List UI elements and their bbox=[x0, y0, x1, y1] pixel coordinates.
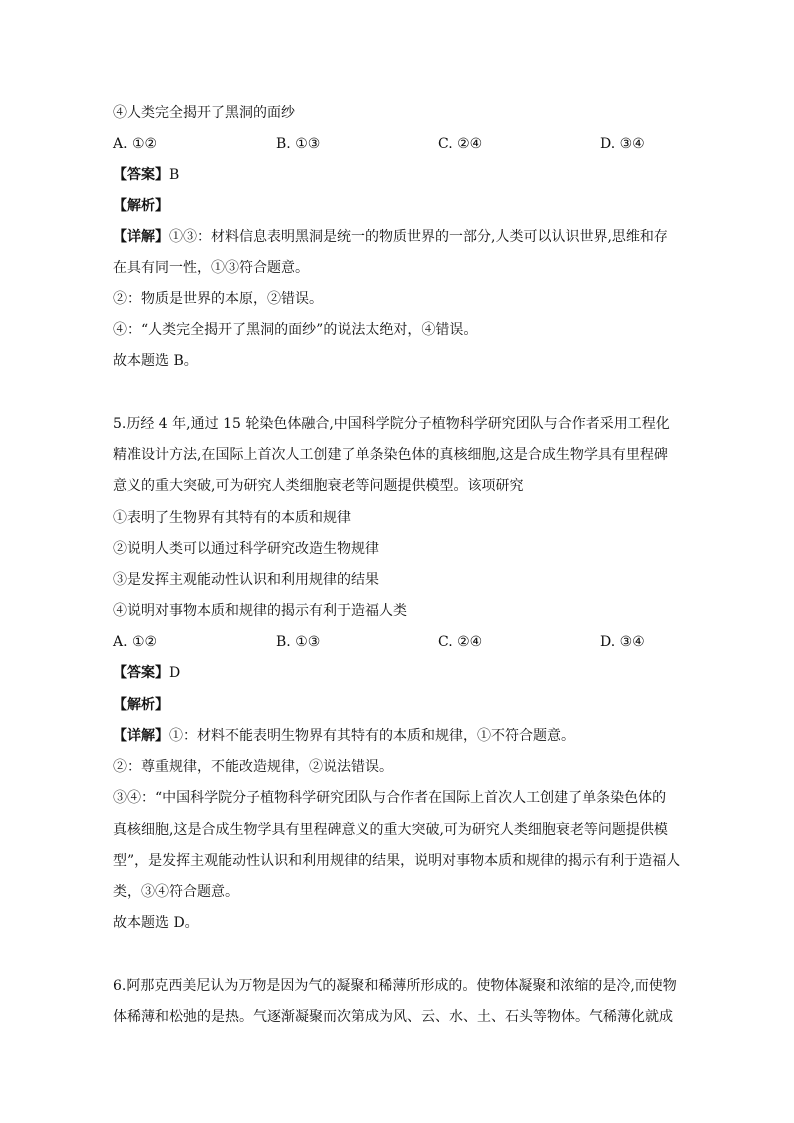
q5-stem-line-3: 意义的重大突破,可为研究人类细胞衰老等问题提供模型。该项研究 bbox=[113, 478, 524, 494]
q5-answer bbox=[113, 663, 693, 683]
q4-answer bbox=[113, 165, 693, 185]
q5-analysis-label: 【解析】 bbox=[113, 697, 169, 713]
q4-detail-line-4: ④：“人类完全揭开了黑洞的面纱”的说法太绝对，④错误。 bbox=[113, 322, 478, 338]
q4-detail-line-3: ②：物质是世界的本原，②错误。 bbox=[113, 291, 323, 307]
q5-item-3: ③是发挥主观能动性认识和利用规律的结果 bbox=[113, 572, 379, 588]
q4-detail-line-1 bbox=[113, 227, 693, 247]
q6-stem-line-1: 6.阿那克西美尼认为万物是因为气的凝聚和稀薄所形成的。使物体凝聚和浓缩的是冷,而使物 bbox=[113, 978, 677, 994]
q5-detail-line-4: 真核细胞,这是合成生物学具有里程碑意义的重大突破,可为研究人类细胞衰老等问题提供模 bbox=[113, 822, 668, 838]
q5-detail-label: 【详解】 bbox=[113, 728, 169, 744]
q4-option-c: C. ②④ bbox=[438, 136, 483, 152]
q4-analysis-label: 【解析】 bbox=[113, 198, 169, 214]
q5-detail-line-1 bbox=[113, 726, 693, 746]
q5-option-c: C. ②④ bbox=[438, 634, 483, 650]
q5-option-b: B. ①③ bbox=[276, 634, 321, 650]
q5-detail-line-3: ③④：“中国科学院分子植物科学研究团队与合作者在国际上首次人工创建了单条染色体的 bbox=[113, 790, 667, 806]
q5-detail-line-5: 型”，是发挥主观能动性认识和利用规律的结果，说明对事物本质和规律的揭示有利于造福人 bbox=[113, 853, 681, 869]
q5-detail-text-1: ①：材料不能表明生物界有其特有的本质和规律，①不符合题意。 bbox=[169, 728, 575, 744]
q5-stem-line-2: 精准设计方法,在国际上首次人工创建了单条染色体的真核细胞,这是合成生物学具有里程碑 bbox=[113, 447, 668, 463]
q4-detail-label: 【详解】 bbox=[113, 229, 169, 245]
q4-conclusion: 故本题选 B。 bbox=[113, 353, 198, 369]
q5-answer-value: D bbox=[169, 665, 181, 681]
q4-option-b: B. ①③ bbox=[276, 136, 321, 152]
q6-stem-line-2: 体稀薄和松弛的是热。气逐渐凝聚而次第成为风、云、水、土、石头等物体。气稀薄化就成 bbox=[113, 1009, 673, 1025]
q4-option-a: A. ①② bbox=[113, 136, 158, 152]
q5-detail-line-2: ②：尊重规律，不能改造规律，②说法错误。 bbox=[113, 759, 393, 775]
q4-item-4: ④人类完全揭开了黑洞的面纱 bbox=[113, 105, 295, 121]
q5-conclusion: 故本题选 D。 bbox=[113, 915, 199, 931]
q5-option-d: D. ③④ bbox=[600, 634, 645, 650]
q4-answer-label: 【答案】 bbox=[113, 167, 169, 183]
q5-stem-line-1: 5.历经 4 年,通过 15 轮染色体融合,中国科学院分子植物科学研究团队与合作者采用工程化 bbox=[113, 416, 670, 432]
q5-detail-line-6: 类，③④符合题意。 bbox=[113, 884, 239, 900]
q4-option-d: D. ③④ bbox=[600, 136, 645, 152]
q5-item-1: ①表明了生物界有其特有的本质和规律 bbox=[113, 510, 351, 526]
q5-item-2: ②说明人类可以通过科学研究改造生物规律 bbox=[113, 541, 379, 557]
q5-answer-label: 【答案】 bbox=[113, 665, 169, 681]
q5-option-a: A. ①② bbox=[113, 634, 158, 650]
q4-detail-line-2: 在具有同一性，①③符合题意。 bbox=[113, 260, 309, 276]
q4-answer-value: B bbox=[169, 167, 180, 183]
q4-detail-text-1: ①③：材料信息表明黑洞是统一的物质世界的一部分,人类可以认识世界,思维和存 bbox=[169, 229, 668, 245]
q5-item-4: ④说明对事物本质和规律的揭示有利于造福人类 bbox=[113, 603, 407, 619]
